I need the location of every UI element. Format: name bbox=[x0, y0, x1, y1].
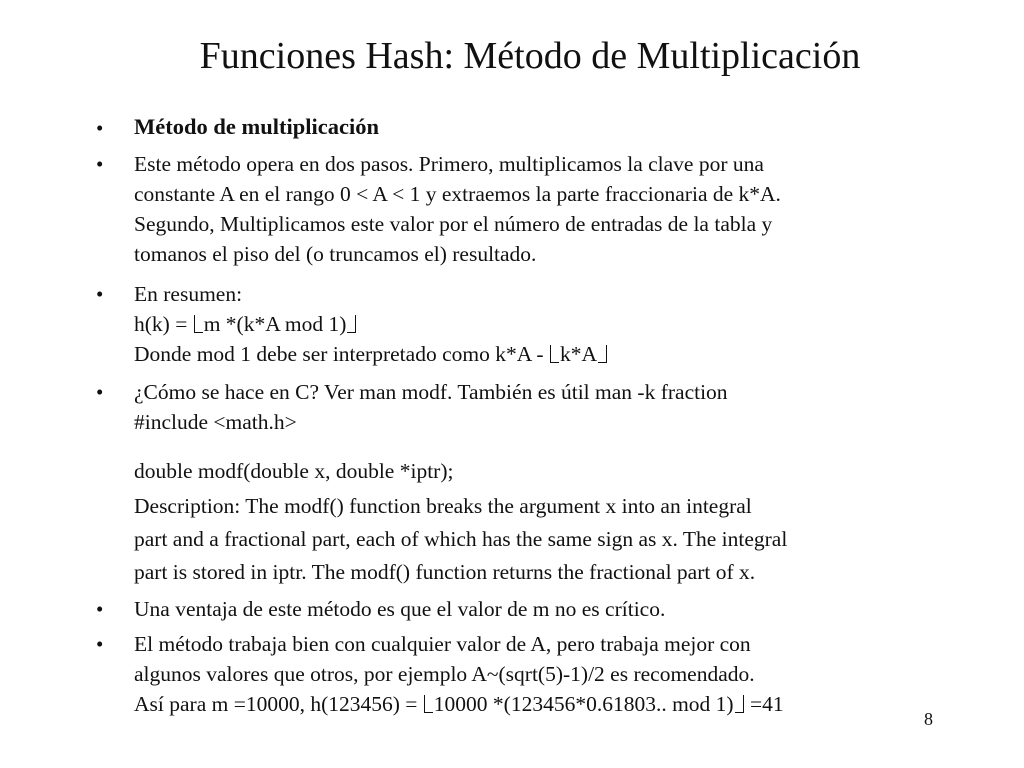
paragraph-line: Este método opera en dos pasos. Primero, multiplicamos la clave por una bbox=[134, 152, 764, 176]
description-line: part and a fractional part, each of which has the same sign as x. The integral bbox=[134, 527, 788, 551]
formula-inner: m *(k*A mod 1) bbox=[203, 312, 347, 336]
paragraph-line: constante A en el rango 0 < A < 1 y extraemos la parte fraccionaria de k*A. bbox=[134, 182, 781, 206]
bullet-marker: • bbox=[96, 282, 104, 306]
floor-right-bracket bbox=[598, 345, 607, 363]
include-line: #include <math.h> bbox=[134, 410, 297, 434]
floor-left-bracket bbox=[194, 315, 203, 333]
description-line: Description: The modf() function breaks the argument x into an integral bbox=[134, 494, 752, 518]
paragraph-line: El método trabaja bien con cualquier valor de A, pero trabaja mejor con bbox=[134, 632, 751, 656]
bullet-marker: • bbox=[96, 597, 104, 621]
page-number: 8 bbox=[924, 709, 933, 729]
paragraph-line: Una ventaja de este método es que el valor de m no es crítico. bbox=[134, 597, 666, 621]
formula-inner: 10000 *(123456*0.61803.. mod 1) bbox=[433, 692, 734, 716]
paragraph-line: tomanos el piso del (o truncamos el) resultado. bbox=[134, 242, 537, 266]
formula-suffix: =41 bbox=[744, 692, 784, 716]
description-line: part is stored in iptr. The modf() function returns the fractional part of x. bbox=[134, 560, 756, 584]
floor-right-bracket bbox=[735, 695, 744, 713]
mod-explanation bbox=[134, 339, 608, 369]
function-signature: double modf(double x, double *iptr); bbox=[134, 459, 454, 483]
slide-title: Funciones Hash: Método de Multiplicación bbox=[199, 35, 861, 77]
section-heading: Método de multiplicación bbox=[134, 114, 379, 139]
example-formula bbox=[134, 689, 784, 719]
paragraph-line: ¿Cómo se hace en C? Ver man modf. También es útil man -k fraction bbox=[134, 380, 728, 404]
formula-prefix: Donde mod 1 debe ser interpretado como k*A - bbox=[134, 342, 549, 366]
bullet-marker: • bbox=[96, 116, 104, 140]
formula-prefix: h(k) = bbox=[134, 312, 193, 336]
bullet-marker: • bbox=[96, 152, 104, 176]
floor-left-bracket bbox=[550, 345, 559, 363]
formula-prefix: Así para m =10000, h(123456) = bbox=[134, 692, 423, 716]
paragraph-line: En resumen: bbox=[134, 282, 243, 306]
floor-right-bracket bbox=[347, 315, 356, 333]
paragraph-line: algunos valores que otros, por ejemplo A~(sqrt(5)-1)/2 es recomendado. bbox=[134, 662, 755, 686]
hash-formula bbox=[134, 309, 357, 339]
bullet-marker: • bbox=[96, 380, 104, 404]
floor-left-bracket bbox=[424, 695, 433, 713]
formula-inner: k*A bbox=[559, 342, 597, 366]
bullet-marker: • bbox=[96, 632, 104, 656]
paragraph-line: Segundo, Multiplicamos este valor por el número de entradas de la tabla y bbox=[134, 212, 773, 236]
